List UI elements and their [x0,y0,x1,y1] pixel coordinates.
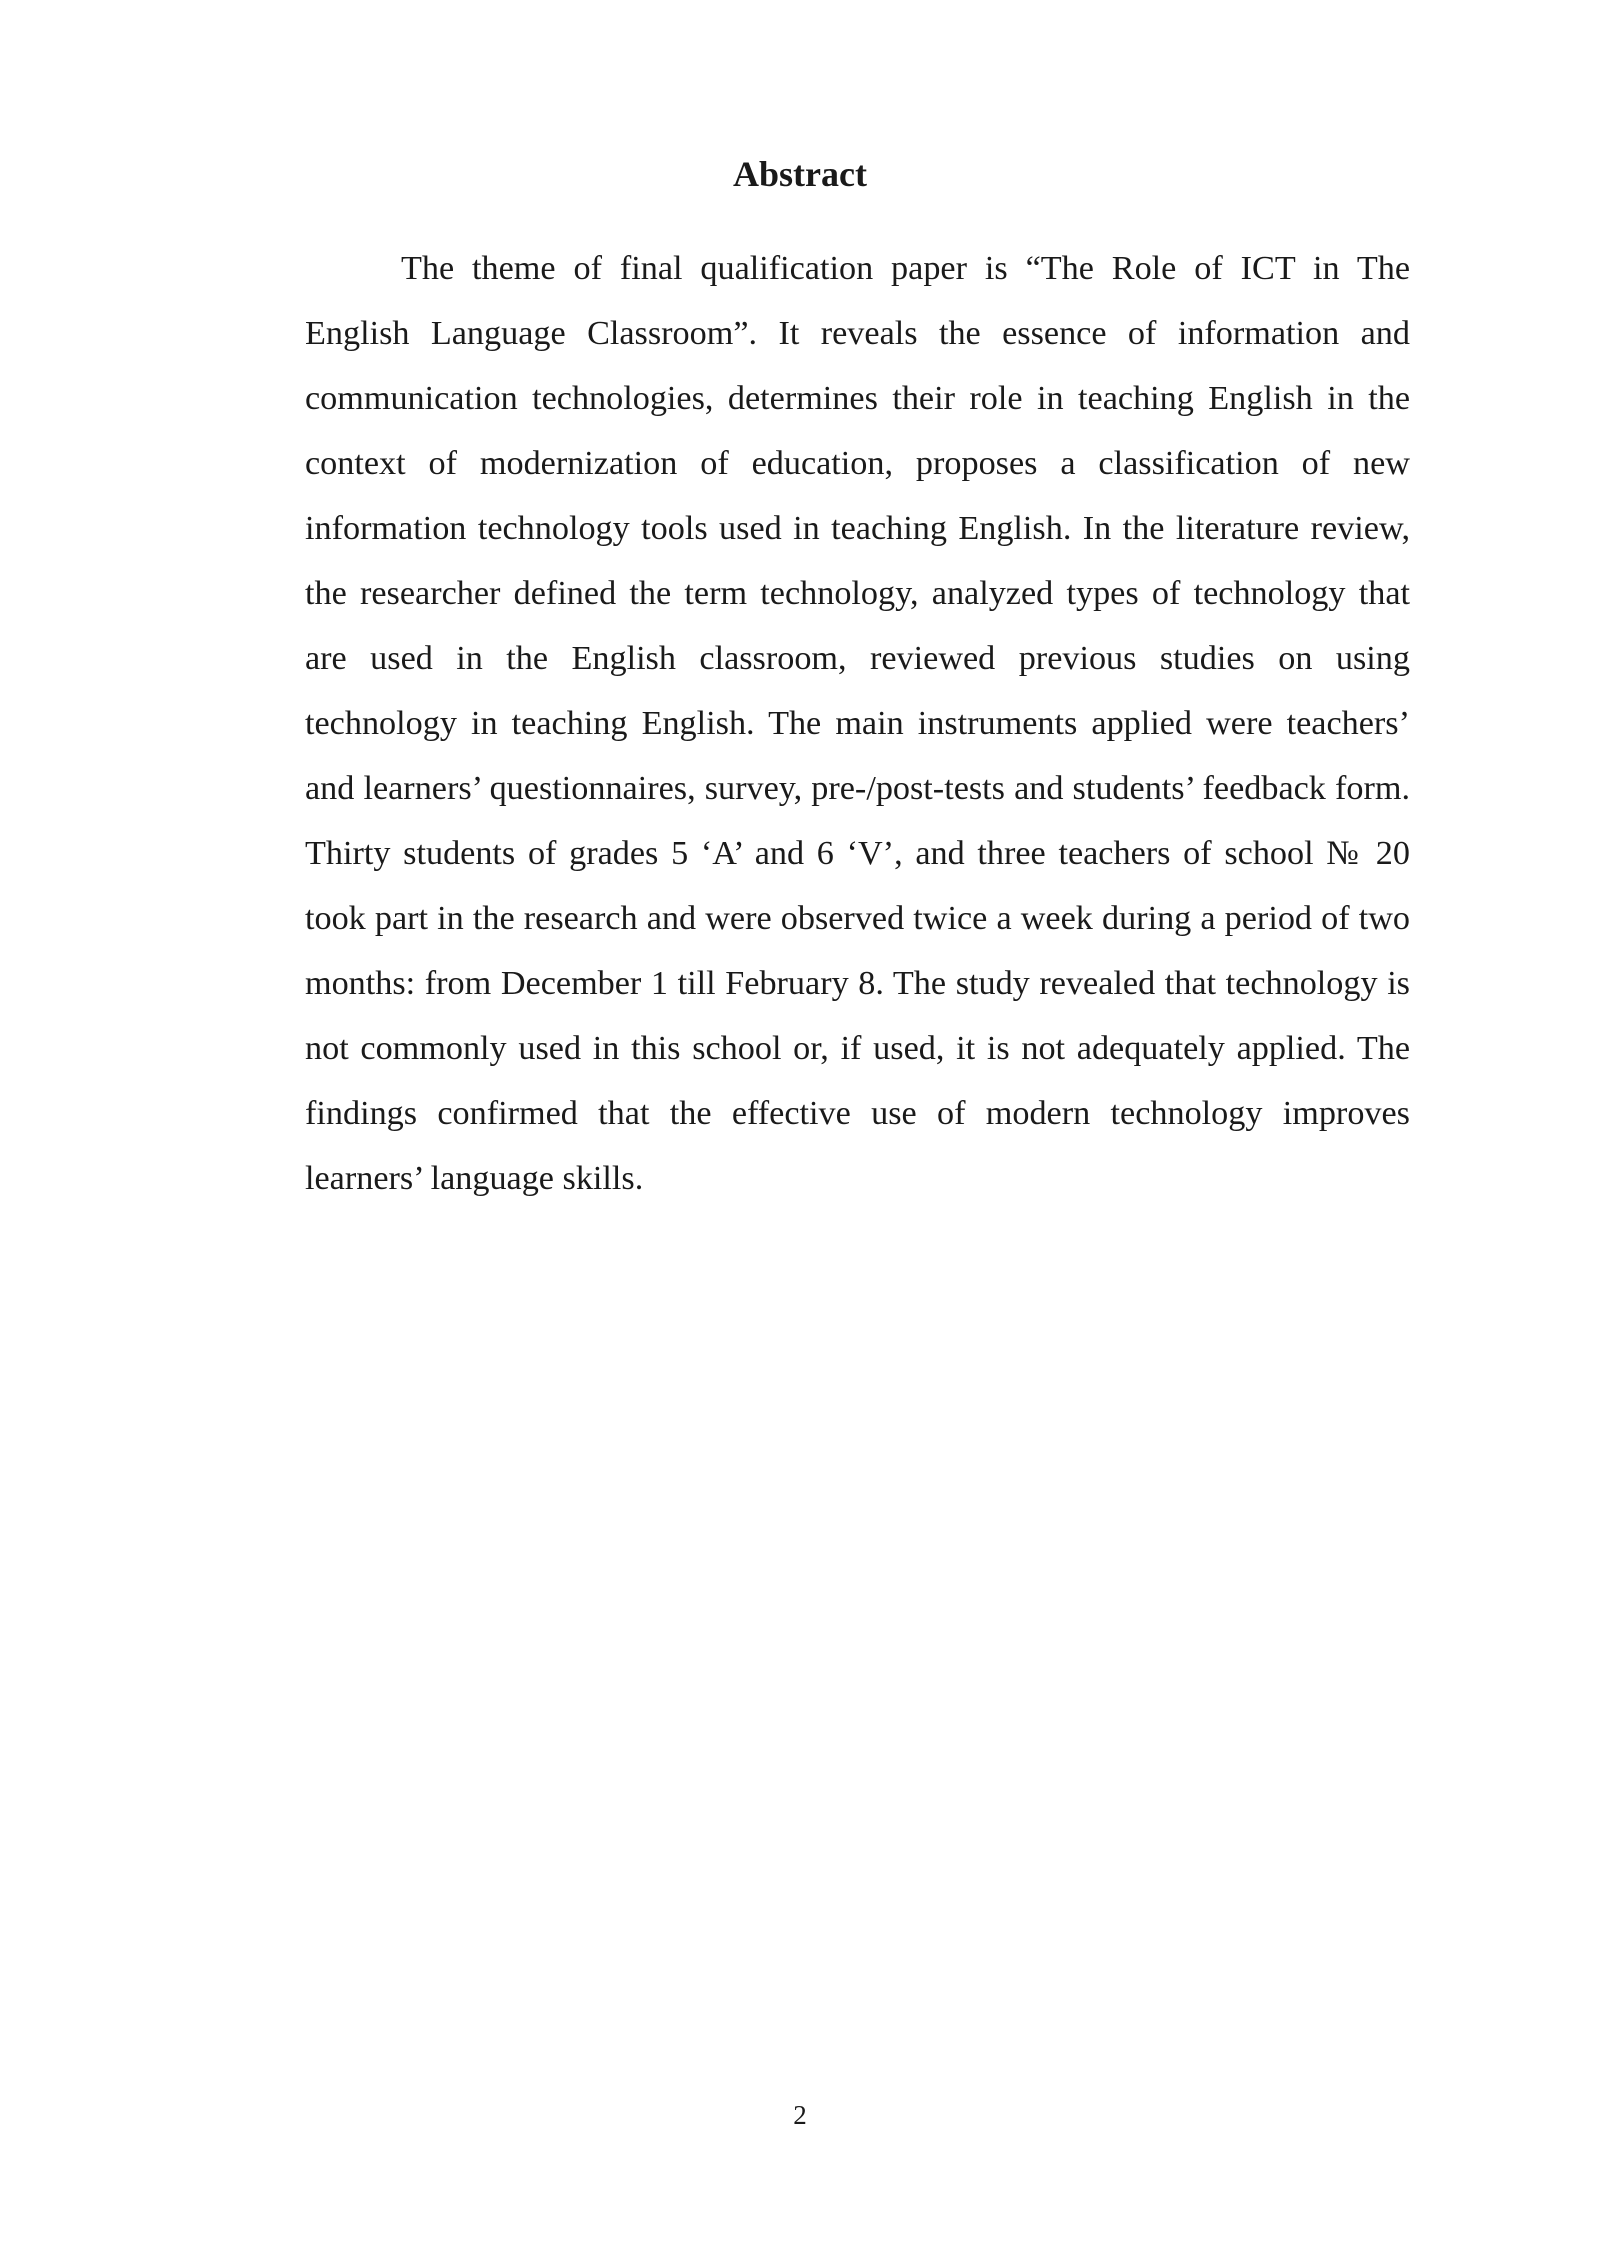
page-number: 2 [793,2100,807,2130]
abstract-paragraph: The theme of final qualification paper is “The Role of ICT in The English Language Classroom”. It reveals the essence of information and communication technologies, determines their role in teaching English in the context of modernization of education, proposes a classification of new information technology tools used in teaching English. In the literature review, the researcher defined the term technology, analyzed types of technology that are used in the English classroom, reviewed previous studies on using technology in teaching English. The main instruments applied were teachers’ and learners’ questionnaires, survey, pre-/post-tests and students’ feedback form. Thirty students of grades 5 ‘A’ and 6 ‘V’, and three teachers of school № 20 took part in the research and were observed twice a week during a period of two months: from December 1 till February 8. The study revealed that technology is not commonly used in this school or, if used, it is not adequately applied. The findings confirmed that the effective use of modern technology improves learners’ language skills. [305,250,1410,1197]
abstract-title: Abstract [733,154,867,194]
